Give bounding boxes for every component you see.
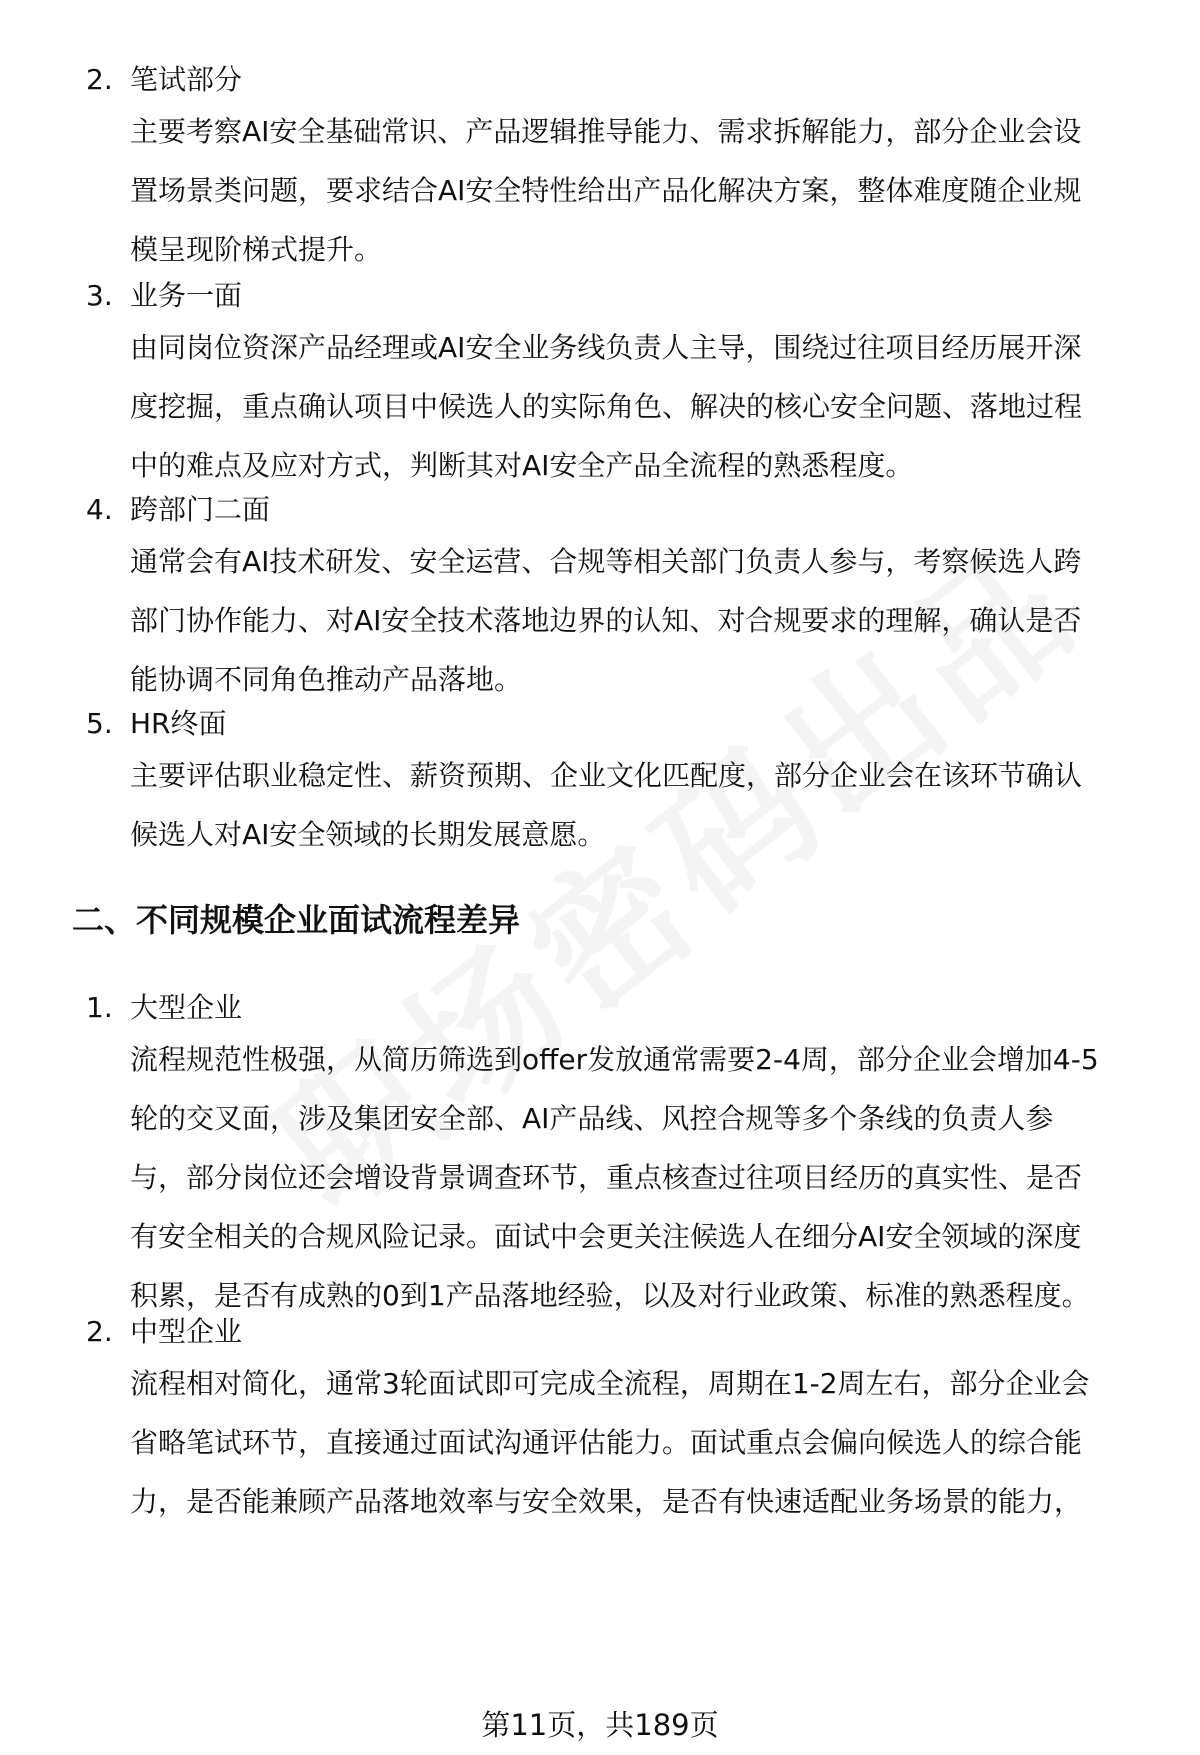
body-line: 轮的交叉面，涉及集团安全部、AI产品线、风控合规等多个条线的负责人参 [130,1102,1054,1135]
list-item-body [130,1354,1130,1531]
body-line: 力，是否能兼顾产品落地效率与安全效果，是否有快速适配业务场景的能力， [130,1485,1083,1518]
list-item-title-row [86,1314,1130,1350]
body-line: 模呈现阶梯式提升。 [130,233,383,266]
list-item-body [130,532,1130,709]
body-line: 部门协作能力、对AI安全技术落地边界的认知、对合规要求的理解，确认是否 [130,604,1082,637]
list-item-body [130,102,1130,279]
body-line: 主要考察AI安全基础常识、产品逻辑推导能力、需求拆解能力，部分企业会设 [130,115,1082,148]
list-item-number: 4. [86,493,113,526]
list-item-title: 业务一面 [130,279,243,312]
list-item [86,1314,1130,1531]
list-item [86,706,1130,864]
list-item-title: 笔试部分 [130,63,243,96]
body-line: 置场景类问题，要求结合AI安全特性给出产品化解决方案，整体难度随企业规 [130,174,1082,207]
list-item-number: 2. [86,1315,113,1348]
list-item-title-row [86,706,1130,742]
list-item-title-row [86,62,1130,98]
list-item [86,492,1130,709]
body-line: 流程相对简化，通常3轮面试即可完成全流程，周期在1-2周左右，部分企业会 [130,1367,1090,1400]
list-item [86,990,1130,1325]
list-item-title-row [86,492,1130,528]
list-item-body [130,318,1130,495]
list-item-body [130,1030,1130,1325]
body-line: 流程规范性极强，从简历筛选到offer发放通常需要2-4周，部分企业会增加4-5 [130,1043,1099,1076]
body-line: 有安全相关的合规风险记录。面试中会更关注候选人在细分AI安全领域的深度 [130,1220,1082,1253]
section-heading: 二、不同规模企业面试流程差异 [72,901,521,939]
body-line: 能协调不同角色推动产品落地。 [130,663,523,696]
list-item-title: HR终面 [130,707,227,740]
body-line: 积累，是否有成熟的0到1产品落地经验，以及对行业政策、标准的熟悉程度。 [130,1279,1090,1312]
list-item-title: 大型企业 [130,991,243,1024]
body-line: 中的难点及应对方式，判断其对AI安全产品全流程的熟悉程度。 [130,449,914,482]
list-item [86,278,1130,495]
list-item-title-row [86,990,1130,1026]
body-line: 由同岗位资深产品经理或AI安全业务线负责人主导，围绕过往项目经历展开深 [130,331,1082,364]
body-line: 候选人对AI安全领域的长期发展意愿。 [130,818,606,851]
list-item [86,62,1130,279]
list-item-title: 中型企业 [130,1315,243,1348]
list-item-title: 跨部门二面 [130,493,271,526]
body-line: 度挖掘，重点确认项目中候选人的实际角色、解决的核心安全问题、落地过程 [130,390,1083,423]
body-line: 省略笔试环节，直接通过面试沟通评估能力。面试重点会偏向候选人的综合能 [130,1426,1083,1459]
body-line: 与，部分岗位还会增设背景调查环节，重点核查过往项目经历的真实性、是否 [130,1161,1083,1194]
list-item-body [130,746,1130,864]
list-item-number: 1. [86,991,113,1024]
body-line: 主要评估职业稳定性、薪资预期、企业文化匹配度，部分企业会在该环节确认 [130,759,1083,792]
body-line: 通常会有AI技术研发、安全运营、合规等相关部门负责人参与，考察候选人跨 [130,545,1082,578]
page-number-footer: 第11页，共189页 [481,1708,719,1742]
list-item-title-row [86,278,1130,314]
list-item-number: 3. [86,279,113,312]
list-item-number: 5. [86,707,113,740]
list-item-number: 2. [86,63,113,96]
